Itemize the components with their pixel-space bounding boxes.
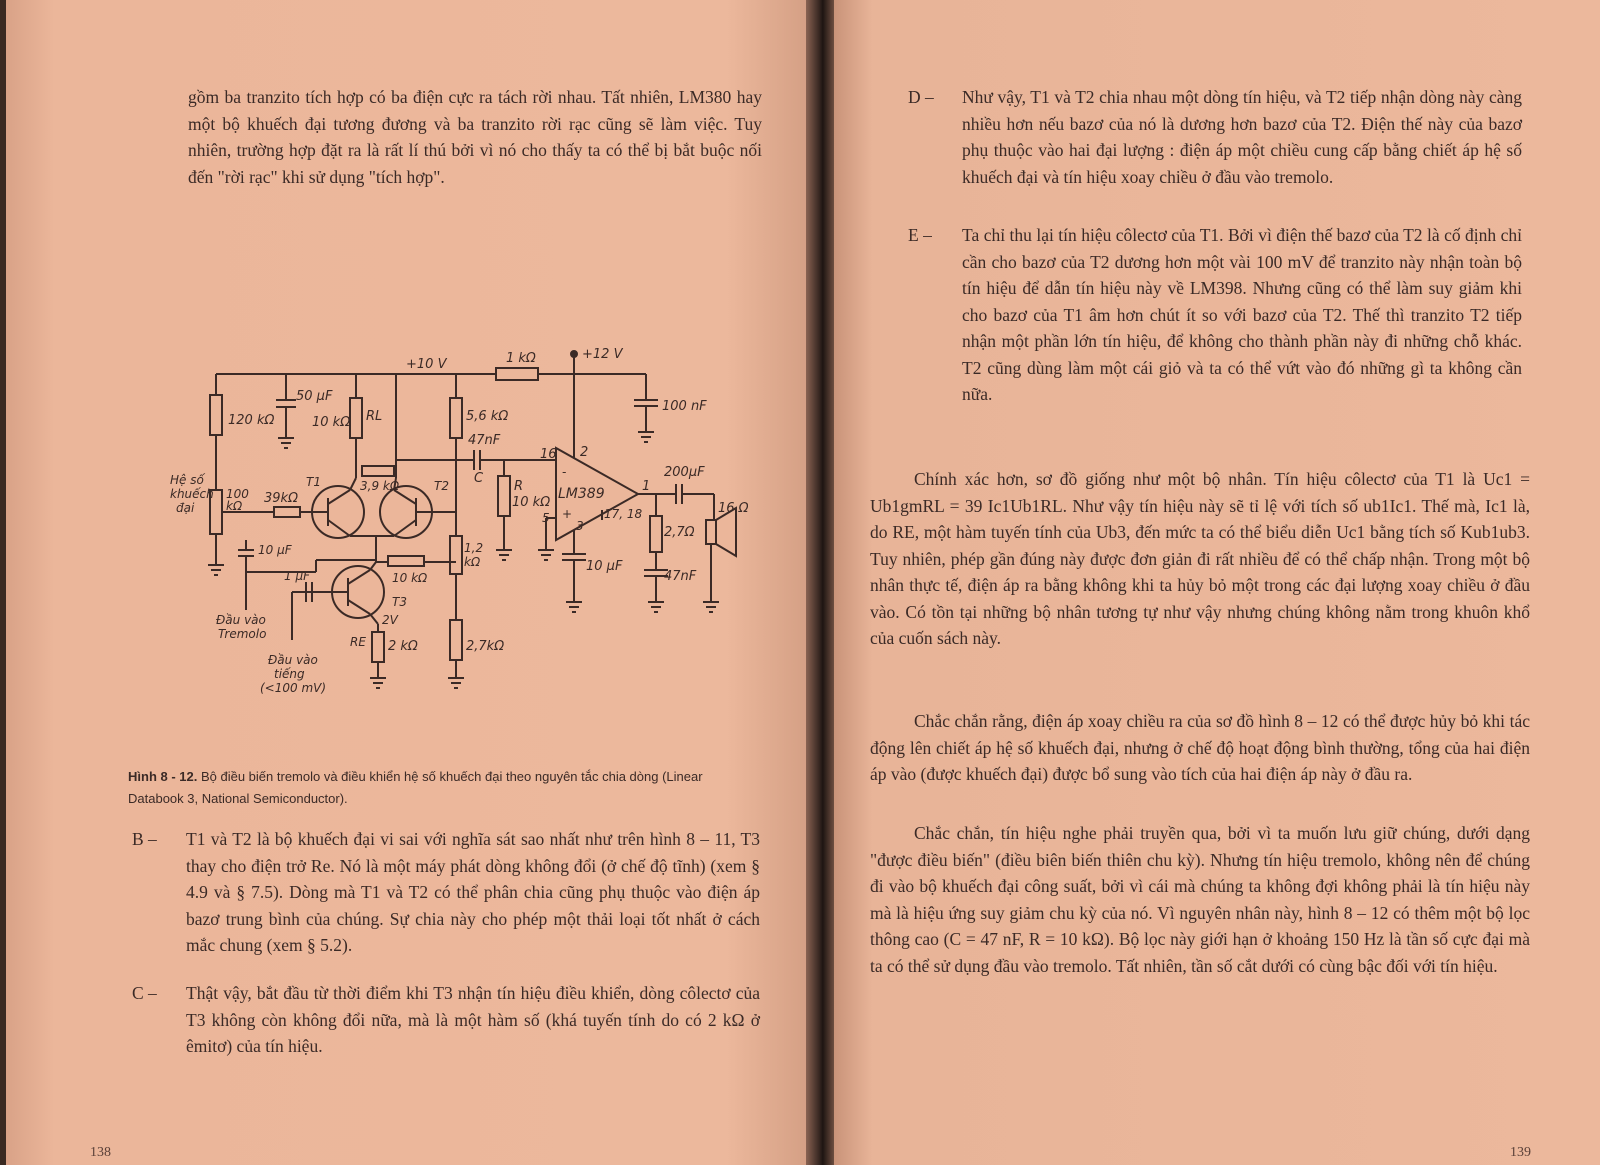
label-10k-b: 10 kΩ bbox=[512, 495, 551, 510]
label-pin2: 2 bbox=[580, 445, 589, 460]
label-1uf: 1 μF bbox=[284, 569, 310, 583]
label-pot-k: kΩ bbox=[226, 499, 243, 513]
label-pin1: 1 bbox=[642, 479, 651, 494]
label-200uf: 200μF bbox=[664, 465, 705, 480]
label-10k-a: 10 kΩ bbox=[312, 415, 351, 430]
label-he-so: Hệ số bbox=[170, 473, 204, 487]
label-10uf-a: 10 μF bbox=[258, 543, 292, 557]
item-e-text: Ta chỉ thu lại tín hiệu côlectơ của T1. Bởi vì điện thế bazơ của T2 là cố định chỉ cần cho bazơ của T2 dương hơn một vài 100 mV để tranzito này nhận toàn bộ tín hiệu để dẫn tín hiệu này về LM398. Nhưng cũng có thể làm suy giảm khi cho bazơ của T1 âm hơn chút ít so với bazơ của T2. Thế thì tranzito T2 tiếp nhận một phần lớn tín hiệu, để không cho thành phần này đi những chỗ khác. T2 cũng dùng làm một cái giỏ và ta có thể vứt vào đó những gì ta không cần nữa. bbox=[962, 225, 1522, 404]
label-5-6k: 5,6 kΩ bbox=[466, 409, 509, 424]
intro-paragraph: gồm ba tranzito tích hợp có ba điện cực ra tách rời nhau. Tất nhiên, LM380 hay một bộ khuếch đại tương đương và ba tranzito rời rạc cũng sẽ làm việc. Tuy nhiên, trường hợp đặt ra là rất lí thú bởi vì nó cho thấy ta có thể bị bắt buộc nối đến "rời rạc" khi sử dụng "tích hợp". bbox=[188, 87, 762, 187]
label-2-7k: 2,7kΩ bbox=[466, 639, 505, 654]
label-r: R bbox=[514, 479, 524, 494]
item-c-label: C – bbox=[132, 983, 157, 1003]
label-opamp-plus: + bbox=[562, 507, 573, 521]
label-2-7ohm: 2,7Ω bbox=[664, 525, 695, 540]
circuit-diagram bbox=[156, 340, 776, 705]
page-number-left: 138 bbox=[90, 1145, 111, 1160]
label-t2: T2 bbox=[434, 479, 449, 493]
paragraph-2: Chắc chắn rằng, điện áp xoay chiều ra của sơ đồ hình 8 – 12 có thể được hủy bỏ khi tác động lên chiết áp hệ số khuếch đại, nhưng ở chế độ hoạt động bình thường, tổng của hai điện áp vào (được khuếch đại) được bổ sung vào tích của hai điện áp này ở đầu ra. bbox=[870, 711, 1530, 784]
left-page bbox=[6, 0, 806, 1165]
label-pot-100: 100 bbox=[226, 487, 249, 501]
label-10uf-b: 10 μF bbox=[586, 559, 623, 574]
label-dau-vao-a: Đầu vào bbox=[216, 613, 266, 627]
item-c-text: Thật vậy, bắt đầu từ thời điểm khi T3 nhận tín hiệu điều khiển, dòng côlectơ của T3 không còn không đổi nữa, mà là một hàm số (khá tuyến tính do có 2 kΩ ở êmitơ) của tín hiệu. bbox=[186, 983, 760, 1056]
label-50uf: 50 μF bbox=[296, 389, 333, 404]
item-d-text: Như vậy, T1 và T2 chia nhau một dòng tín hiệu, và T2 tiếp nhận dòng này càng nhiều hơn nếu bazơ của nó là dương hơn bazơ của T2. Điện thế này của bazơ phụ thuộc vào hai đại lượng : điện áp một chiều cung cấp bằng chiết áp hệ số khuếch đại và tín hiệu xoay chiều ở đầu vào tremolo. bbox=[962, 87, 1522, 187]
label-1-2k-b: kΩ bbox=[464, 555, 481, 569]
caption-text: Bộ điều biến tremolo và điều khiển hệ số khuếch đại theo nguyên tắc chia dòng (Linear Databook 3, National Semiconductor). bbox=[128, 769, 703, 806]
item-e-label: E – bbox=[908, 225, 932, 245]
label-pin16: 16 bbox=[540, 447, 557, 462]
label-opamp-minus: - bbox=[562, 465, 567, 479]
label-tremolo: Tremolo bbox=[218, 627, 267, 641]
label-t3: T3 bbox=[392, 595, 407, 609]
caption-label: Hình 8 - 12. bbox=[128, 769, 198, 784]
label-lt100mv: (<100 mV) bbox=[260, 681, 327, 695]
label-rl: RL bbox=[366, 409, 383, 424]
label-dai: đại bbox=[176, 501, 195, 515]
label-re: RE bbox=[350, 635, 366, 649]
label-2k: 2 kΩ bbox=[388, 639, 418, 654]
figure-caption bbox=[128, 766, 748, 810]
label-tieng: tiếng bbox=[274, 667, 305, 681]
label-10v: +10 V bbox=[406, 357, 447, 372]
page-number-right: 139 bbox=[1510, 1145, 1531, 1160]
label-dau-vao-b: Đầu vào bbox=[268, 653, 318, 667]
label-12v: +12 V bbox=[582, 347, 623, 362]
label-2v: 2V bbox=[382, 613, 398, 627]
label-1k: 1 kΩ bbox=[506, 351, 536, 366]
label-1-2k-a: 1,2 bbox=[464, 541, 484, 555]
label-16ohm: 16 Ω bbox=[718, 501, 749, 516]
book-gutter bbox=[806, 0, 834, 1165]
label-100nf: 100 nF bbox=[662, 399, 707, 414]
label-120k: 120 kΩ bbox=[228, 413, 275, 428]
label-t1: T1 bbox=[306, 475, 321, 489]
label-pin3: 3 bbox=[576, 519, 584, 533]
label-3-9k: 3,9 kΩ bbox=[360, 479, 400, 493]
right-page bbox=[834, 0, 1600, 1165]
item-b-label: B – bbox=[132, 829, 157, 849]
label-pin5: 5 bbox=[542, 511, 550, 525]
item-b-text: T1 và T2 là bộ khuếch đại vi sai với nghĩa sát sao nhất như trên hình 8 – 11, T3 thay cho điện trở Re. Nó là một máy phát dòng không đổi (ở chế độ tĩnh) (xem § 4.9 và § 7.5). Dòng mà T1 và T2 có thể phân chia cũng phụ thuộc vào điện áp bazơ trung bình của chúng. Sự chia này cho phép một thải loại tốt nhất ở cách mắc chung (xem § 5.2). bbox=[186, 829, 760, 955]
item-d-label: D – bbox=[908, 87, 934, 107]
label-39k: 39kΩ bbox=[264, 491, 299, 506]
label-lm389: LM389 bbox=[558, 486, 605, 502]
label-pin1718: 17, 18 bbox=[604, 507, 643, 521]
label-khuech: khuếch bbox=[170, 487, 214, 501]
label-c: C bbox=[474, 471, 484, 486]
label-10k-c: 10 kΩ bbox=[392, 571, 428, 585]
paragraph-3: Chắc chắn, tín hiệu nghe phải truyền qua, bởi vì ta muốn lưu giữ chúng, dưới dạng "được điều biến" (điều biên biến thiên chu kỳ). Nhưng tín hiệu tremolo, không nên để chúng đi vào bộ khuếch đại công suất, bởi vì cái mà chúng ta không đợi không phải là tín hiệu này mà là hiệu ứng suy giảm chu kỳ của nó. Vì nguyên nhân này, hình 8 – 12 có thêm một bộ lọc thông cao (C = 47 nF, R = 10 kΩ). Bộ lọc này giới hạn ở khoảng 150 Hz là tần số cực đại mà ta có thể sử dụng đầu vào tremolo. Tất nhiên, tần số cắt dưới có cùng bậc đối với tín hiệu. bbox=[870, 823, 1530, 976]
paragraph-1: Chính xác hơn, sơ đồ giống như một bộ nhân. Tín hiệu côlectơ của T1 là Uc1 = Ub1gmRL = 39 Ic1Ub1RL. Như vậy tín hiệu này sẽ tỉ lệ với tích số ub1Ic1. Thế mà, Ic1 là, do RE, một hàm tuyến tính của Ub3, đến mức ta có thể biểu diễn Uc1 bằng tích số Kub1ub3. Tuy nhiên, phép gần đúng này được đơn giản đi rất nhiều để có thể chấp nhận. Trong một bộ nhân thực tế, điện áp ra bằng không khi ta hủy bỏ một trong các đại lượng xoay chiều ở đầu vào. Có tồn tại những bộ nhân tương tự như vậy nhưng chúng không nằm trong khuôn khổ của cuốn sách này. bbox=[870, 469, 1530, 648]
label-47nf-b: 47nF bbox=[664, 569, 697, 584]
label-47nf: 47nF bbox=[468, 433, 501, 448]
